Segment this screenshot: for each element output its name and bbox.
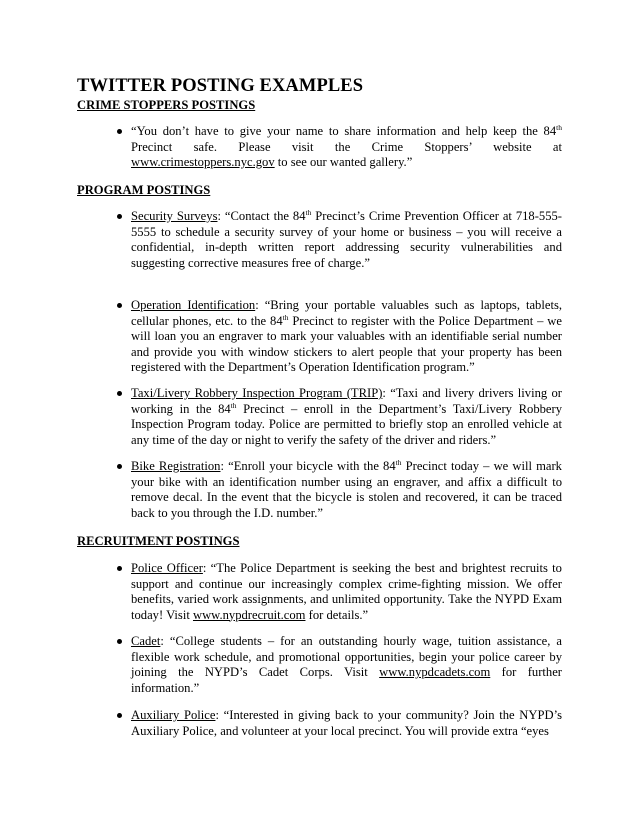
section-heading-crime-stoppers: CRIME STOPPERS POSTINGS bbox=[77, 98, 256, 112]
superscript: th bbox=[395, 457, 402, 467]
list-item-auxiliary-police bbox=[131, 708, 562, 739]
item-text: : “Enroll your bicycle with the 84 bbox=[220, 459, 396, 473]
item-text: : “The Police Department is seeking the best and brightest recruits to support and continue our increasingly complex crime-fighting mission. We offer benefits, varied work assignments, and unlimited opportunity. Take the NYPD Exam today! Visit bbox=[131, 561, 562, 622]
item-text: : “Bring your portable valuables such as laptops, tablets, cellular phones, etc. to the 84 bbox=[131, 298, 562, 328]
bullet-icon bbox=[116, 389, 124, 397]
bullet-icon bbox=[116, 564, 124, 572]
superscript: th bbox=[556, 122, 562, 132]
bullet-icon bbox=[116, 637, 124, 645]
list-item-security-surveys bbox=[131, 209, 562, 271]
superscript: th bbox=[282, 312, 289, 322]
crimestoppers-link[interactable]: www.crimestoppers.nyc.gov bbox=[131, 155, 275, 169]
item-label: Police Officer bbox=[131, 561, 203, 575]
item-label: Operation Identification bbox=[131, 298, 256, 312]
item-text: : “Contact the 84 bbox=[217, 209, 306, 223]
list-item-trip bbox=[131, 386, 562, 448]
nypdrecruit-link[interactable]: www.nypdrecruit.com bbox=[192, 607, 306, 622]
list-item-operation-identification bbox=[131, 298, 562, 376]
item-text: Precinct’s Crime Prevention Officer at 718-555-5555 to schedule a security survey of your home or business – you will receive a confidential, in-depth written report addressing security vulnerabilities and suggesting corrective measures free of charge.” bbox=[131, 209, 563, 270]
item-text: Precinct today – we will mark your bike with an identification number using an engraver, and affix a difficult to remove decal. In the event that the bicycle is stolen and recovered, it can be traced back to you through the I.D. number.” bbox=[131, 459, 562, 520]
superscript: th bbox=[305, 207, 312, 217]
item-label: Taxi/Livery Robbery Inspection Program (TRIP) bbox=[131, 386, 383, 400]
item-label: Auxiliary Police bbox=[131, 708, 216, 722]
item-text: for further information.” bbox=[131, 665, 562, 695]
nypdcadets-link[interactable]: www.nypdcadets.com bbox=[379, 665, 491, 679]
bullet-icon bbox=[116, 301, 124, 309]
bullet-icon bbox=[116, 462, 124, 470]
superscript: th bbox=[230, 400, 237, 410]
item-label: Security Surveys bbox=[131, 209, 218, 223]
item-text: : “Interested in giving back to your community? Join the NYPD’s Auxiliary Police, and volunteer at your local precinct. You will provide extra “eyes bbox=[131, 708, 562, 738]
page-title: TWITTER POSTING EXAMPLES bbox=[77, 76, 364, 96]
item-text: Precinct – enroll in the Department’s Taxi/Livery Robbery Inspection Program today. Police are permitted to briefly stop an enrolled vehicle at any time of the day or night to verify the safety of the driver and riders.” bbox=[131, 401, 562, 447]
list-item-police-officer bbox=[131, 561, 562, 623]
section-heading-recruitment: RECRUITMENT POSTINGS bbox=[77, 534, 240, 548]
item-label: Bike Registration bbox=[131, 459, 221, 473]
bullet-icon bbox=[116, 127, 124, 135]
item-label: Cadet bbox=[131, 634, 161, 648]
list-item-bike-registration bbox=[131, 459, 562, 521]
item-text: : “College students – for an outstanding hourly wage, tuition assistance, a flexible work schedule, and promotional opportunities, begin your police career by joining the NYPD’s Cadet Corps. Visit bbox=[131, 634, 562, 679]
item-text: : “Taxi and livery drivers living or working in the 84 bbox=[131, 386, 562, 416]
item-text: Precinct to register with the Police Department – we will loan you an engraver to mark your valuables with an identifiable serial number and provide you with window stickers to alert people that your property has been registered with the Department’s Operation Identification program.” bbox=[131, 313, 562, 374]
section-heading-program: PROGRAM POSTINGS bbox=[77, 183, 211, 197]
item-text: for details.” bbox=[305, 607, 369, 622]
list-item-crime-stoppers bbox=[131, 124, 562, 171]
item-text: to see our wanted gallery.” bbox=[274, 155, 413, 169]
item-text: “You don’t have to give your name to share information and help keep the 84 bbox=[131, 124, 557, 138]
list-item-cadet bbox=[131, 634, 562, 696]
bullet-icon bbox=[116, 212, 124, 220]
bullet-icon bbox=[116, 711, 124, 719]
item-text: Precinct safe. Please visit the Crime Stoppers’ website at bbox=[131, 139, 562, 154]
